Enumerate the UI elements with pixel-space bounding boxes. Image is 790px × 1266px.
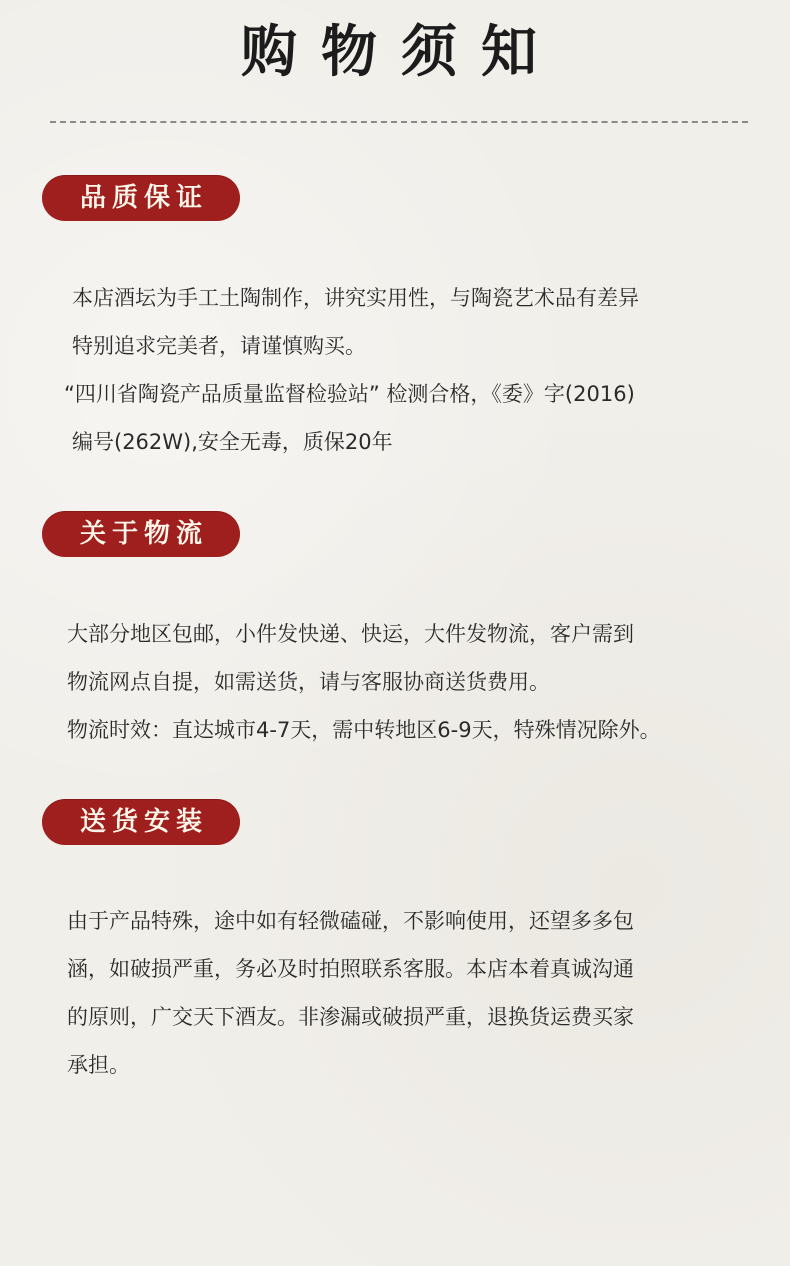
body-line: 的原则，广交天下酒友。非渗漏或破损严重，退换货运费买家	[67, 1005, 634, 1029]
section-body-delivery	[67, 897, 634, 1089]
body-line: 特别追求完美者，请谨慎购买。	[72, 334, 366, 358]
page-title: 购物须知	[241, 19, 561, 85]
body-line: 由于产品特殊，途中如有轻微磕碰，不影响使用，还望多多包	[67, 909, 634, 933]
body-line: “四川省陶瓷产品质量监督检验站” 检测合格，《委》字(2016)	[64, 382, 635, 406]
body-line: 物流网点自提，如需送货，请与客服协商送货费用。	[67, 670, 550, 694]
dashed-divider	[50, 121, 748, 123]
body-line: 物流时效：直达城市4-7天，需中转地区6-9天，特殊情况除外。	[67, 718, 661, 742]
section-body-logistics	[67, 610, 661, 754]
section-badge-quality	[42, 175, 240, 221]
body-line: 大部分地区包邮，小件发快递、快运，大件发物流，客户需到	[67, 622, 634, 646]
body-line: 编号(262W),安全无毒，质保20年	[72, 430, 393, 454]
section-heading: 关于物流	[79, 519, 208, 549]
body-line: 涵，如破损严重，务必及时拍照联系客服。本店本着真诚沟通	[67, 957, 634, 981]
section-heading: 品质保证	[79, 183, 208, 213]
section-body-quality	[64, 274, 639, 466]
body-line: 承担。	[67, 1053, 130, 1077]
section-badge-logistics	[42, 511, 240, 557]
section-heading: 送货安装	[79, 807, 208, 837]
body-line: 本店酒坛为手工土陶制作，讲究实用性，与陶瓷艺术品有差异	[72, 286, 639, 310]
section-badge-delivery	[42, 799, 240, 845]
